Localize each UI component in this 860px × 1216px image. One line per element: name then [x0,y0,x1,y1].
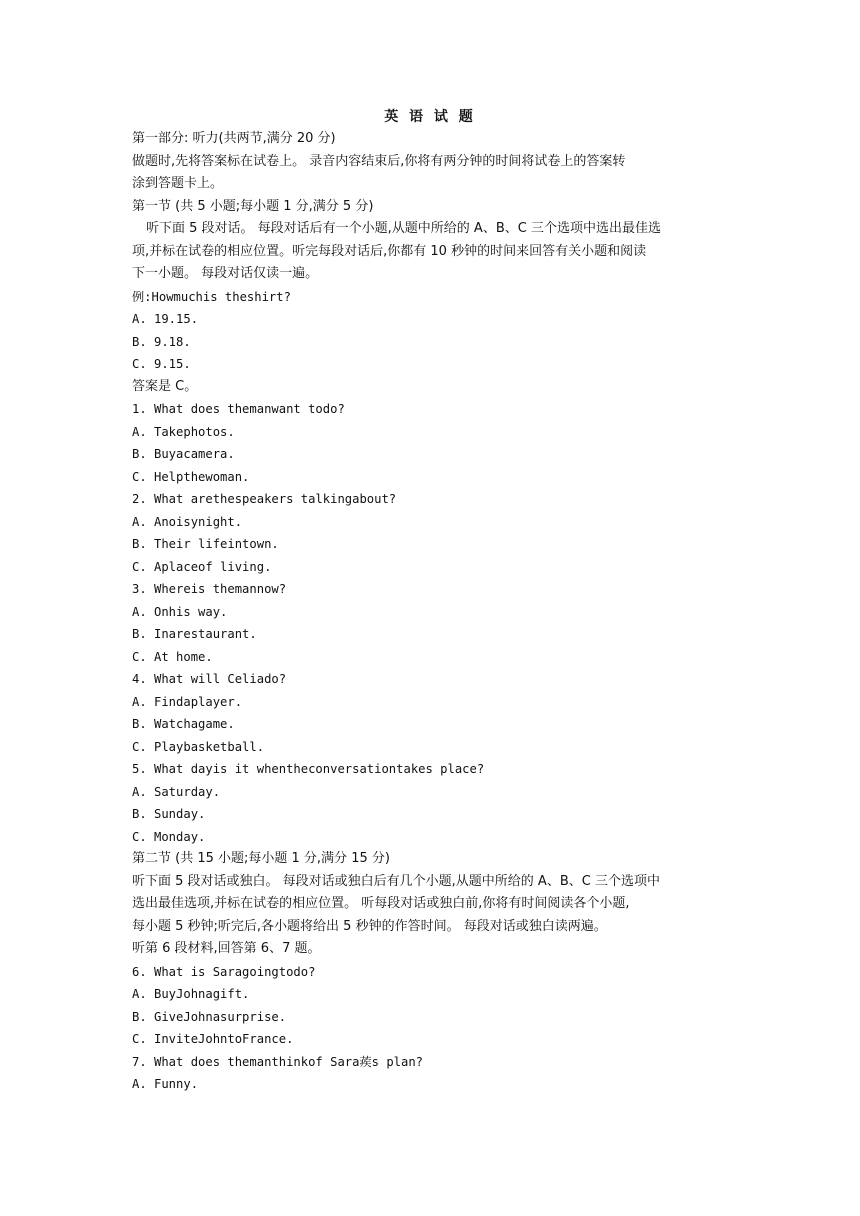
answer-option: A. Anoisynight. [132,514,243,529]
answer-option: C. Aplaceof living. [132,559,272,574]
answer-option: B. Watchagame. [132,717,235,731]
answer-option: C. At home. [132,649,213,664]
answer-option: C. Playbasketball. [132,739,265,754]
answer-option: B. Buyacamera. [132,447,235,461]
answer-option: C. Helpthewoman. [132,469,250,484]
answer-option: C. Monday. [132,829,206,844]
answer-option: A. Findaplayer. [132,694,243,709]
section-heading-listening: 第一部分: 听力(共两节,满分 20 分) [132,131,336,146]
instruction-line: 下一小题。 每段对话仅读一遍。 [132,266,319,281]
answer-option: B. GiveJohnasurprise. [132,1009,287,1024]
question: 3. Whereis themannow? [132,582,287,596]
instruction-line: 听下面 5 段对话。 每段对话后有一个小题,从题中所给的 A、B、C 三个选项中选出最佳选 [146,221,661,236]
instruction-line: 做题时,先将答案标在试卷上。 录音内容结束后,你将有两分钟的时间将试卷上的答案转 [132,153,626,169]
question: 2. What arethespeakers talkingabout? [132,492,397,506]
answer-option: A. Takephotos. [132,424,235,439]
section-heading-part-two: 第二节 (共 15 小题;每小题 1 分,满分 15 分) [132,851,390,866]
answer-option: A. Saturday. [132,784,221,799]
answer-option: C. 9.15. [132,357,191,371]
instruction-line: 每小题 5 秒钟;听完后,各小题将给出 5 秒钟的作答时间。 每段对话或独白读两遍。 [132,918,607,934]
exam-content [132,128,742,1096]
answer-option: B. Inarestaurant. [132,627,257,641]
answer-option: C. InviteJohntoFrance. [132,1032,294,1046]
instruction-line: 涂到答题卡上。 [132,176,224,191]
question: 4. What will Celiado? [132,672,287,686]
question: 5. What dayis it whentheconversationtakes place? [132,762,485,776]
answer-option: A. Onhis way. [132,604,228,619]
answer-option: A. 19.15. [132,312,199,326]
page-title: 英 语 试 题 [384,109,476,125]
answer-option: B. Their lifeintown. [132,537,279,551]
instruction-line: 选出最佳选项,并标在试卷的相应位置。 听每段对话或独白前,你将有时间阅读各个小题, [132,896,630,911]
question: 1. What does themanwant todo? [132,402,345,416]
question: 6. What is Saragoingtodo? [132,964,316,979]
example-question: 例:Howmuchis theshirt? [132,289,291,304]
example-answer: 答案是 C。 [132,378,198,394]
instruction-line: 听下面 5 段对话或独白。 每段对话或独白后有几个小题,从题中所给的 A、B、C 三个选项中 [132,873,660,889]
section-heading-part-one: 第一节 (共 5 小题;每小题 1 分,满分 5 分) [132,198,374,214]
answer-option: A. BuyJohnagift. [132,987,250,1001]
material-heading: 听第 6 段材料,回答第 6、7 题。 [132,941,321,956]
answer-option: B. Sunday. [132,807,206,821]
answer-option: A. Funny. [132,1077,199,1091]
question: 7. What does themanthinkof Sara蒺s plan? [132,1054,424,1069]
answer-option: B. 9.18. [132,334,191,349]
instruction-line: 项,并标在试卷的相应位置。听完每段对话后,你都有 10 秒钟的时间来回答有关小题和阅读 [132,243,647,259]
